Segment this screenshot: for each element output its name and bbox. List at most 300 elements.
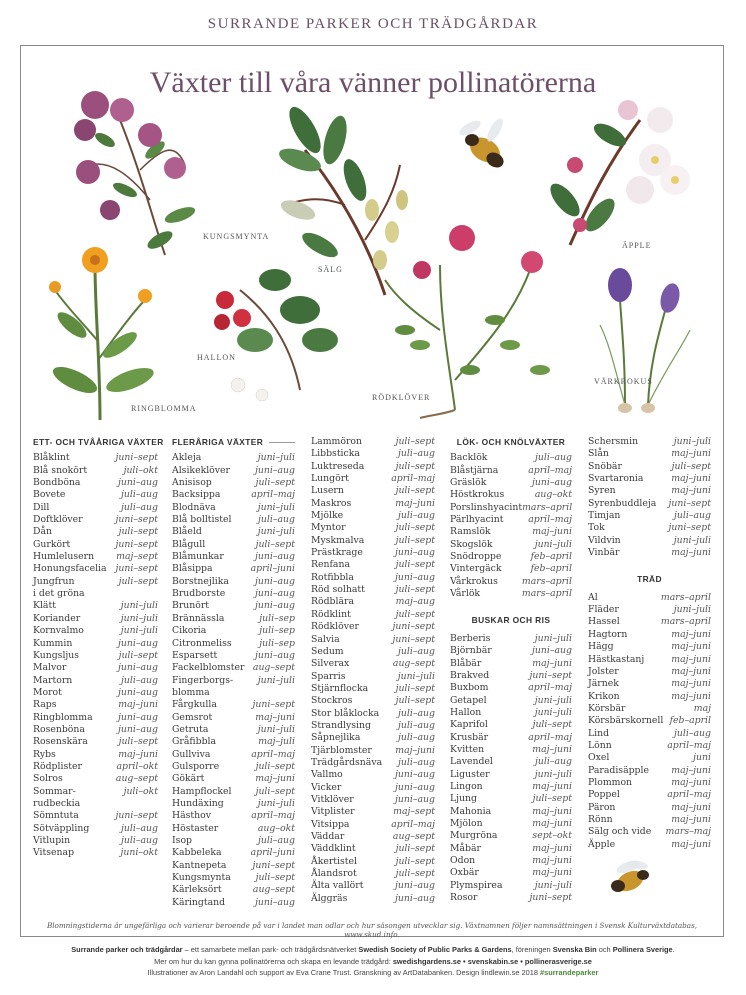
heading-rule — [269, 442, 295, 443]
heading-trees: TRÄD — [637, 574, 662, 585]
column-shrubs-trees — [588, 436, 711, 851]
list-item — [33, 675, 158, 687]
list-item — [311, 757, 435, 769]
list-item — [450, 806, 572, 818]
plant-name: Odon — [450, 855, 476, 866]
plant-name: Sälg och vide — [588, 826, 652, 838]
list-item — [33, 847, 158, 859]
plant-name: Blåmunkar — [172, 551, 224, 563]
bloom-period: maj–juli — [258, 736, 295, 748]
plant-name: Röd solhatt — [311, 584, 365, 596]
list-item — [311, 547, 435, 559]
plant-name: Murgröna — [450, 830, 498, 842]
plant-name: Vitplister — [311, 806, 355, 818]
list-item — [311, 782, 435, 794]
ringblomma-illustration — [49, 247, 157, 420]
list-item — [172, 884, 295, 896]
plant-name: Isop — [172, 835, 192, 846]
list-item — [450, 465, 572, 477]
list-item — [588, 510, 711, 522]
plant-name: Bovete — [33, 489, 66, 501]
list-item — [588, 547, 711, 559]
bloom-period: maj–juni — [671, 628, 711, 640]
plant-name: Rosor — [450, 892, 478, 904]
credits-line-1 — [0, 944, 746, 956]
list-item — [172, 576, 295, 588]
label-ringblomma: RINGBLOMMA — [131, 404, 197, 413]
list-item — [450, 843, 572, 855]
bloom-period: maj–sept — [116, 551, 158, 563]
plant-name: Skogslök — [450, 538, 493, 550]
bloom-period: maj–juni — [118, 748, 158, 760]
plant-name: Rotfibbla — [311, 571, 354, 583]
plant-name: Prästkrage — [311, 547, 363, 559]
bloom-period: juni–juli — [534, 879, 572, 891]
bloom-period: juni–sept — [115, 452, 158, 464]
series-title: SURRANDE PARKER OCH TRÄDGÅRDAR — [207, 16, 539, 32]
bloom-period: maj–juni — [671, 678, 711, 690]
credits-links[interactable]: swedishgardens.se • svenskabin.se • pollinerasverige.se — [392, 956, 592, 966]
list-item — [172, 526, 295, 538]
list-item — [311, 584, 435, 596]
bloom-period: juni–juli — [120, 600, 158, 612]
list-item — [450, 489, 572, 501]
bloom-period: mars–maj — [665, 826, 711, 838]
bloom-period: maj–juni — [671, 448, 711, 460]
bloom-period: juli–sept — [395, 436, 435, 447]
bloom-period: juni–aug — [532, 645, 572, 657]
bloom-period: juli–aug — [121, 674, 158, 686]
plant-name: Backlök — [450, 452, 488, 464]
plant-name: Berberis — [450, 632, 491, 644]
credits-line-3 — [0, 967, 746, 979]
bloom-period: juli–sept — [395, 843, 435, 855]
list-shrubs — [450, 633, 572, 905]
plant-name: Tok — [588, 522, 605, 534]
list-item — [588, 535, 711, 547]
plant-name: Silverax — [311, 658, 350, 670]
plant-name: Gullviva — [172, 748, 211, 760]
list-item — [450, 576, 572, 588]
plant-name: Gemsrot — [172, 711, 213, 723]
footnote: Blomningstiderna är ungefärliga och varierar beroende på var i landet man odlar och hur säsongen utvecklar sig. Växtnamnen följer namnsättningen i Svensk Kulturväxtdatabas, www.skud.info. — [46, 921, 698, 939]
bloom-period: juni–juli — [257, 797, 295, 809]
list-item — [311, 596, 435, 608]
bloom-period: juni–sept — [668, 522, 711, 534]
plant-name: Syrenbuddleja — [588, 497, 657, 509]
plant-name: Humlelusern — [33, 551, 95, 563]
plant-name: Cikoria — [172, 625, 207, 637]
list-item — [172, 773, 295, 785]
plant-name: Hassel — [588, 616, 620, 628]
list-item — [450, 670, 572, 682]
label-kungsmynta: KUNGSMYNTA — [203, 232, 270, 241]
bloom-period: juli–aug — [258, 514, 295, 526]
bloom-period: juni–aug — [395, 781, 435, 793]
list-item — [450, 551, 572, 563]
list-item — [311, 831, 435, 843]
list-item — [311, 794, 435, 806]
bloom-period: aug–sept — [252, 662, 295, 674]
plant-name: Vitsenap — [33, 847, 75, 859]
list-item — [588, 592, 711, 604]
list-item — [172, 860, 295, 872]
bloom-period: juni–juli — [673, 534, 711, 546]
plant-name: Blåeld — [172, 526, 202, 538]
label-varkrokus: VÅRKROKUS — [594, 377, 653, 386]
bloom-period: juli–aug — [398, 732, 435, 744]
plant-name: Snödroppe — [450, 551, 502, 563]
list-item — [311, 634, 435, 646]
plant-name: Blåklint — [33, 452, 70, 464]
bloom-period: juni–aug — [532, 477, 572, 489]
bloom-period: april–maj — [528, 731, 572, 743]
plant-name: Paradisäpple — [588, 764, 649, 776]
heading-annuals: ETT- OCH TVÅÅRIGA VÄXTER — [33, 437, 164, 447]
bloom-period: juni–juli — [534, 768, 572, 780]
list-item — [450, 514, 572, 526]
plant-name: Getapel — [450, 694, 487, 706]
bloom-period: maj — [693, 702, 711, 714]
plant-name: Borstnejlika — [172, 575, 229, 587]
plant-name: Mahonia — [450, 805, 492, 817]
list-item — [588, 691, 711, 703]
plant-name: Kabbeleka — [172, 847, 222, 859]
plant-name: Krusbär — [450, 731, 489, 743]
bloom-period: juni–sept — [115, 563, 158, 575]
list-item — [172, 539, 295, 551]
bloom-period: juni–aug — [255, 649, 295, 661]
bloom-period: juli–aug — [674, 727, 711, 739]
plant-name: Plymspirea — [450, 879, 503, 891]
list-item — [450, 818, 572, 830]
plant-name: Höstkrokus — [450, 489, 505, 501]
kungsmynta-illustration — [74, 91, 197, 255]
bloom-period: juni–juli — [534, 632, 572, 644]
bloom-period: maj–sept — [393, 806, 435, 818]
list-item — [33, 798, 158, 810]
hallon-illustration — [214, 269, 338, 401]
plant-name: Buxbom — [450, 682, 489, 694]
plant-name: Strandlysing — [311, 719, 371, 731]
list-item — [33, 749, 158, 761]
list-item — [450, 867, 572, 879]
list-item — [450, 781, 572, 793]
bloom-period: maj–juni — [255, 711, 295, 723]
plant-name: Mjölke — [311, 510, 344, 522]
bloom-period: maj–juni — [671, 776, 711, 788]
list-item — [33, 477, 158, 489]
plant-name: Såpnejlika — [311, 732, 361, 744]
list-item — [588, 485, 711, 497]
list-item — [33, 514, 158, 526]
plant-name: Rödklint — [311, 608, 351, 620]
column-bulbs-shrubs — [450, 436, 572, 904]
list-bulbs — [450, 452, 572, 600]
plant-name: Krikon — [588, 690, 620, 702]
plant-name: Lind — [588, 727, 610, 739]
bloom-period: juni–sept — [252, 699, 295, 711]
plant-name: Väddar — [311, 831, 345, 842]
list-item — [33, 563, 158, 575]
plant-name: Fackelblomster — [172, 662, 245, 674]
heading-shrubs: BUSKAR OCH RIS — [471, 615, 551, 626]
plant-name: Ålandsrot — [311, 868, 357, 880]
list-item — [172, 847, 295, 859]
plant-name: Slån — [588, 448, 609, 460]
list-item — [588, 814, 711, 826]
list-item — [311, 646, 435, 658]
list-item — [172, 514, 295, 526]
bloom-period: mars–april — [522, 501, 573, 513]
plant-name: Brunört — [172, 600, 210, 612]
bloom-period: april–maj — [528, 682, 572, 694]
bloom-period: juli–aug — [535, 756, 572, 768]
bloom-period: maj–juni — [671, 838, 711, 850]
list-item — [311, 806, 435, 818]
plant-name: Lavendel — [450, 756, 493, 768]
list-item — [172, 563, 295, 575]
list-item — [172, 749, 295, 761]
list-item — [450, 658, 572, 670]
list-item — [33, 736, 158, 748]
bloom-period: juni–aug — [395, 547, 435, 559]
plant-name: Doftklöver — [33, 514, 83, 526]
list-item — [33, 539, 158, 551]
plant-name: Ramslök — [450, 526, 491, 538]
bloom-period: april–maj — [528, 464, 572, 476]
plant-name: Rödklöver — [311, 621, 359, 633]
plant-name: Plommon — [588, 776, 633, 788]
bloom-period: juli–sept — [395, 868, 435, 880]
plant-name: Gulsporre — [172, 760, 220, 772]
plant-name: Tjärblomster — [311, 744, 372, 756]
bloom-period: maj–juni — [671, 641, 711, 653]
list-item — [172, 600, 295, 612]
list-item — [311, 535, 435, 547]
list-item — [450, 539, 572, 551]
plant-name: Käringtand — [172, 896, 226, 908]
plant-name: Oxel — [588, 752, 610, 764]
list-item — [588, 728, 711, 740]
list-item — [450, 695, 572, 707]
list-item — [588, 448, 711, 460]
list-item — [450, 633, 572, 645]
list-item — [311, 683, 435, 695]
list-item — [33, 526, 158, 538]
bloom-period: juli–aug — [398, 510, 435, 522]
plant-name: Vitklöver — [311, 793, 354, 805]
plant-name: Brudborste — [172, 588, 226, 600]
bloom-period: juni — [693, 752, 711, 764]
plant-name: Raps — [33, 699, 57, 711]
plant-name: Liguster — [450, 768, 490, 780]
bloom-period: juni–juli — [120, 612, 158, 624]
plant-name: Stjärnflocka — [311, 682, 369, 694]
list-item — [311, 893, 435, 905]
list-item — [450, 477, 572, 489]
plant-name: Björnbär — [450, 645, 492, 657]
list-item — [172, 835, 295, 847]
bloom-period: maj–juni — [532, 867, 572, 879]
list-item — [172, 761, 295, 773]
list-item — [311, 510, 435, 522]
column-perennials-cont — [311, 436, 435, 905]
list-item — [33, 687, 158, 699]
list-item — [588, 498, 711, 510]
bloom-period: april–okt — [116, 760, 158, 772]
bloom-period: juni–okt — [120, 847, 158, 859]
list-item — [450, 645, 572, 657]
list-item — [172, 699, 295, 711]
plant-name: Snöbär — [588, 460, 622, 472]
list-item — [33, 773, 158, 785]
bloom-period: juli–sept — [118, 736, 158, 748]
plant-name: Lusern — [311, 485, 344, 497]
credits-line-2 — [0, 956, 746, 968]
plant-name: Vildvin — [588, 534, 621, 546]
list-item — [588, 616, 711, 628]
list-item — [172, 662, 295, 674]
bloom-period: maj–juni — [671, 690, 711, 702]
bloom-period: maj–juni — [395, 497, 435, 509]
list-item — [588, 522, 711, 534]
bloom-period: juni–juli — [257, 452, 295, 464]
bloom-period: juni–aug — [395, 880, 435, 892]
bloom-period: juli–sep — [259, 637, 295, 649]
plant-name: Hagtorn — [588, 628, 628, 640]
bloom-period: april–maj — [391, 818, 435, 830]
bloom-period: juni–aug — [118, 477, 158, 489]
bloom-period: april–maj — [251, 810, 295, 822]
bloom-period: juli–aug — [258, 835, 295, 846]
plant-name: Dill — [33, 501, 50, 513]
bloom-period: maj–juni — [395, 744, 435, 756]
bloom-period: maj–juni — [532, 805, 572, 817]
plant-name: Blå bolltistel — [172, 514, 232, 526]
plant-name: Kantnepeta — [172, 859, 227, 871]
bloom-period: juli–sept — [395, 855, 435, 867]
list-item — [588, 789, 711, 801]
list-item — [311, 671, 435, 683]
list-item — [311, 436, 435, 448]
bloom-period: juni–juli — [534, 706, 572, 718]
list-item — [311, 485, 435, 497]
bloom-period: april–maj — [251, 489, 295, 501]
list-item — [172, 786, 295, 798]
credits-text-e: och — [596, 945, 613, 954]
list-item — [450, 563, 572, 575]
credits-text-a: – ett samarbete mellan park- och trädgårdsnätverket — [182, 945, 359, 954]
bloom-period: aug–okt — [534, 489, 572, 501]
plant-name: Järnek — [588, 678, 619, 690]
bloom-period: juni–juli — [257, 723, 295, 735]
plant-name: Vicker — [311, 781, 342, 793]
bloom-period: juni–sept — [252, 859, 295, 871]
plant-name: Al — [588, 591, 598, 603]
list-item — [588, 436, 711, 448]
list-item — [588, 703, 711, 715]
bloom-period: juli–sept — [395, 584, 435, 596]
bloom-period: aug–sept — [392, 658, 435, 670]
bloom-period: maj–aug — [395, 596, 435, 608]
bee-illustration — [457, 116, 506, 170]
list-item — [172, 823, 295, 835]
bloom-period: juli–aug — [398, 756, 435, 768]
list-item — [450, 452, 572, 464]
plant-name: Solros — [33, 773, 63, 785]
list-item — [33, 613, 158, 625]
bloom-period: juli–aug — [398, 448, 435, 460]
plant-illustrations — [0, 0, 746, 430]
apple-illustration — [545, 100, 690, 245]
bloom-period: maj–juni — [671, 813, 711, 825]
plant-name: Poppel — [588, 789, 620, 801]
plant-name: Honungsfacelia — [33, 563, 107, 575]
bloom-period: juni–aug — [255, 600, 295, 612]
bloom-period: juni–aug — [395, 571, 435, 583]
bloom-period: juni–juli — [397, 670, 435, 682]
credits — [0, 944, 746, 979]
plant-name: Maskros — [311, 497, 352, 509]
label-hallon: HALLON — [197, 353, 236, 362]
list-item — [588, 802, 711, 814]
bloom-period: juli–sept — [255, 538, 295, 550]
bee-small-icon — [600, 855, 662, 901]
list-item — [311, 609, 435, 621]
list-item — [450, 744, 572, 756]
bloom-period: juli–sept — [671, 460, 711, 472]
bloom-period: juli–sept — [255, 785, 295, 797]
plant-name: Rosenskära — [33, 736, 88, 748]
plant-name: Väddklint — [311, 843, 356, 855]
plant-name: Sömntuta — [33, 810, 79, 822]
plant-name: Esparsett — [172, 649, 218, 661]
plant-name: Hundäxing — [172, 797, 224, 809]
bloom-period: maj–juni — [532, 817, 572, 829]
rodklover-illustration — [385, 225, 550, 418]
plant-name: Gräslök — [450, 477, 487, 489]
poster-title: Växter till våra vänner pollinatörerna — [149, 66, 597, 99]
plant-name: Sparris — [311, 670, 346, 682]
plant-name: Jolster — [588, 665, 619, 677]
bloom-period: juni–juli — [534, 538, 572, 550]
list-item — [172, 736, 295, 748]
list-item — [450, 880, 572, 892]
list-item — [311, 868, 435, 880]
list-item — [450, 719, 572, 731]
plant-name: Porslinshyacint — [450, 501, 523, 513]
plant-name: Renfana — [311, 559, 351, 571]
bloom-period: juni–aug — [395, 769, 435, 781]
plant-name: Alsikeklöver — [172, 464, 230, 476]
bloom-period: juni–juli — [257, 526, 295, 538]
list-item — [450, 588, 572, 600]
list-item — [311, 708, 435, 720]
bloom-period: maj–juni — [671, 473, 711, 485]
bloom-period: juni–sept — [115, 538, 158, 550]
plant-name: Hästhov — [172, 810, 211, 822]
list-item — [450, 756, 572, 768]
plant-name: Blågull — [172, 538, 206, 550]
bloom-period: juni–juli — [534, 694, 572, 706]
list-item — [311, 745, 435, 757]
bloom-period: juli–sept — [118, 649, 158, 661]
list-annuals — [33, 452, 158, 859]
list-item — [33, 452, 158, 464]
list-item — [311, 720, 435, 732]
list-item — [588, 826, 711, 838]
